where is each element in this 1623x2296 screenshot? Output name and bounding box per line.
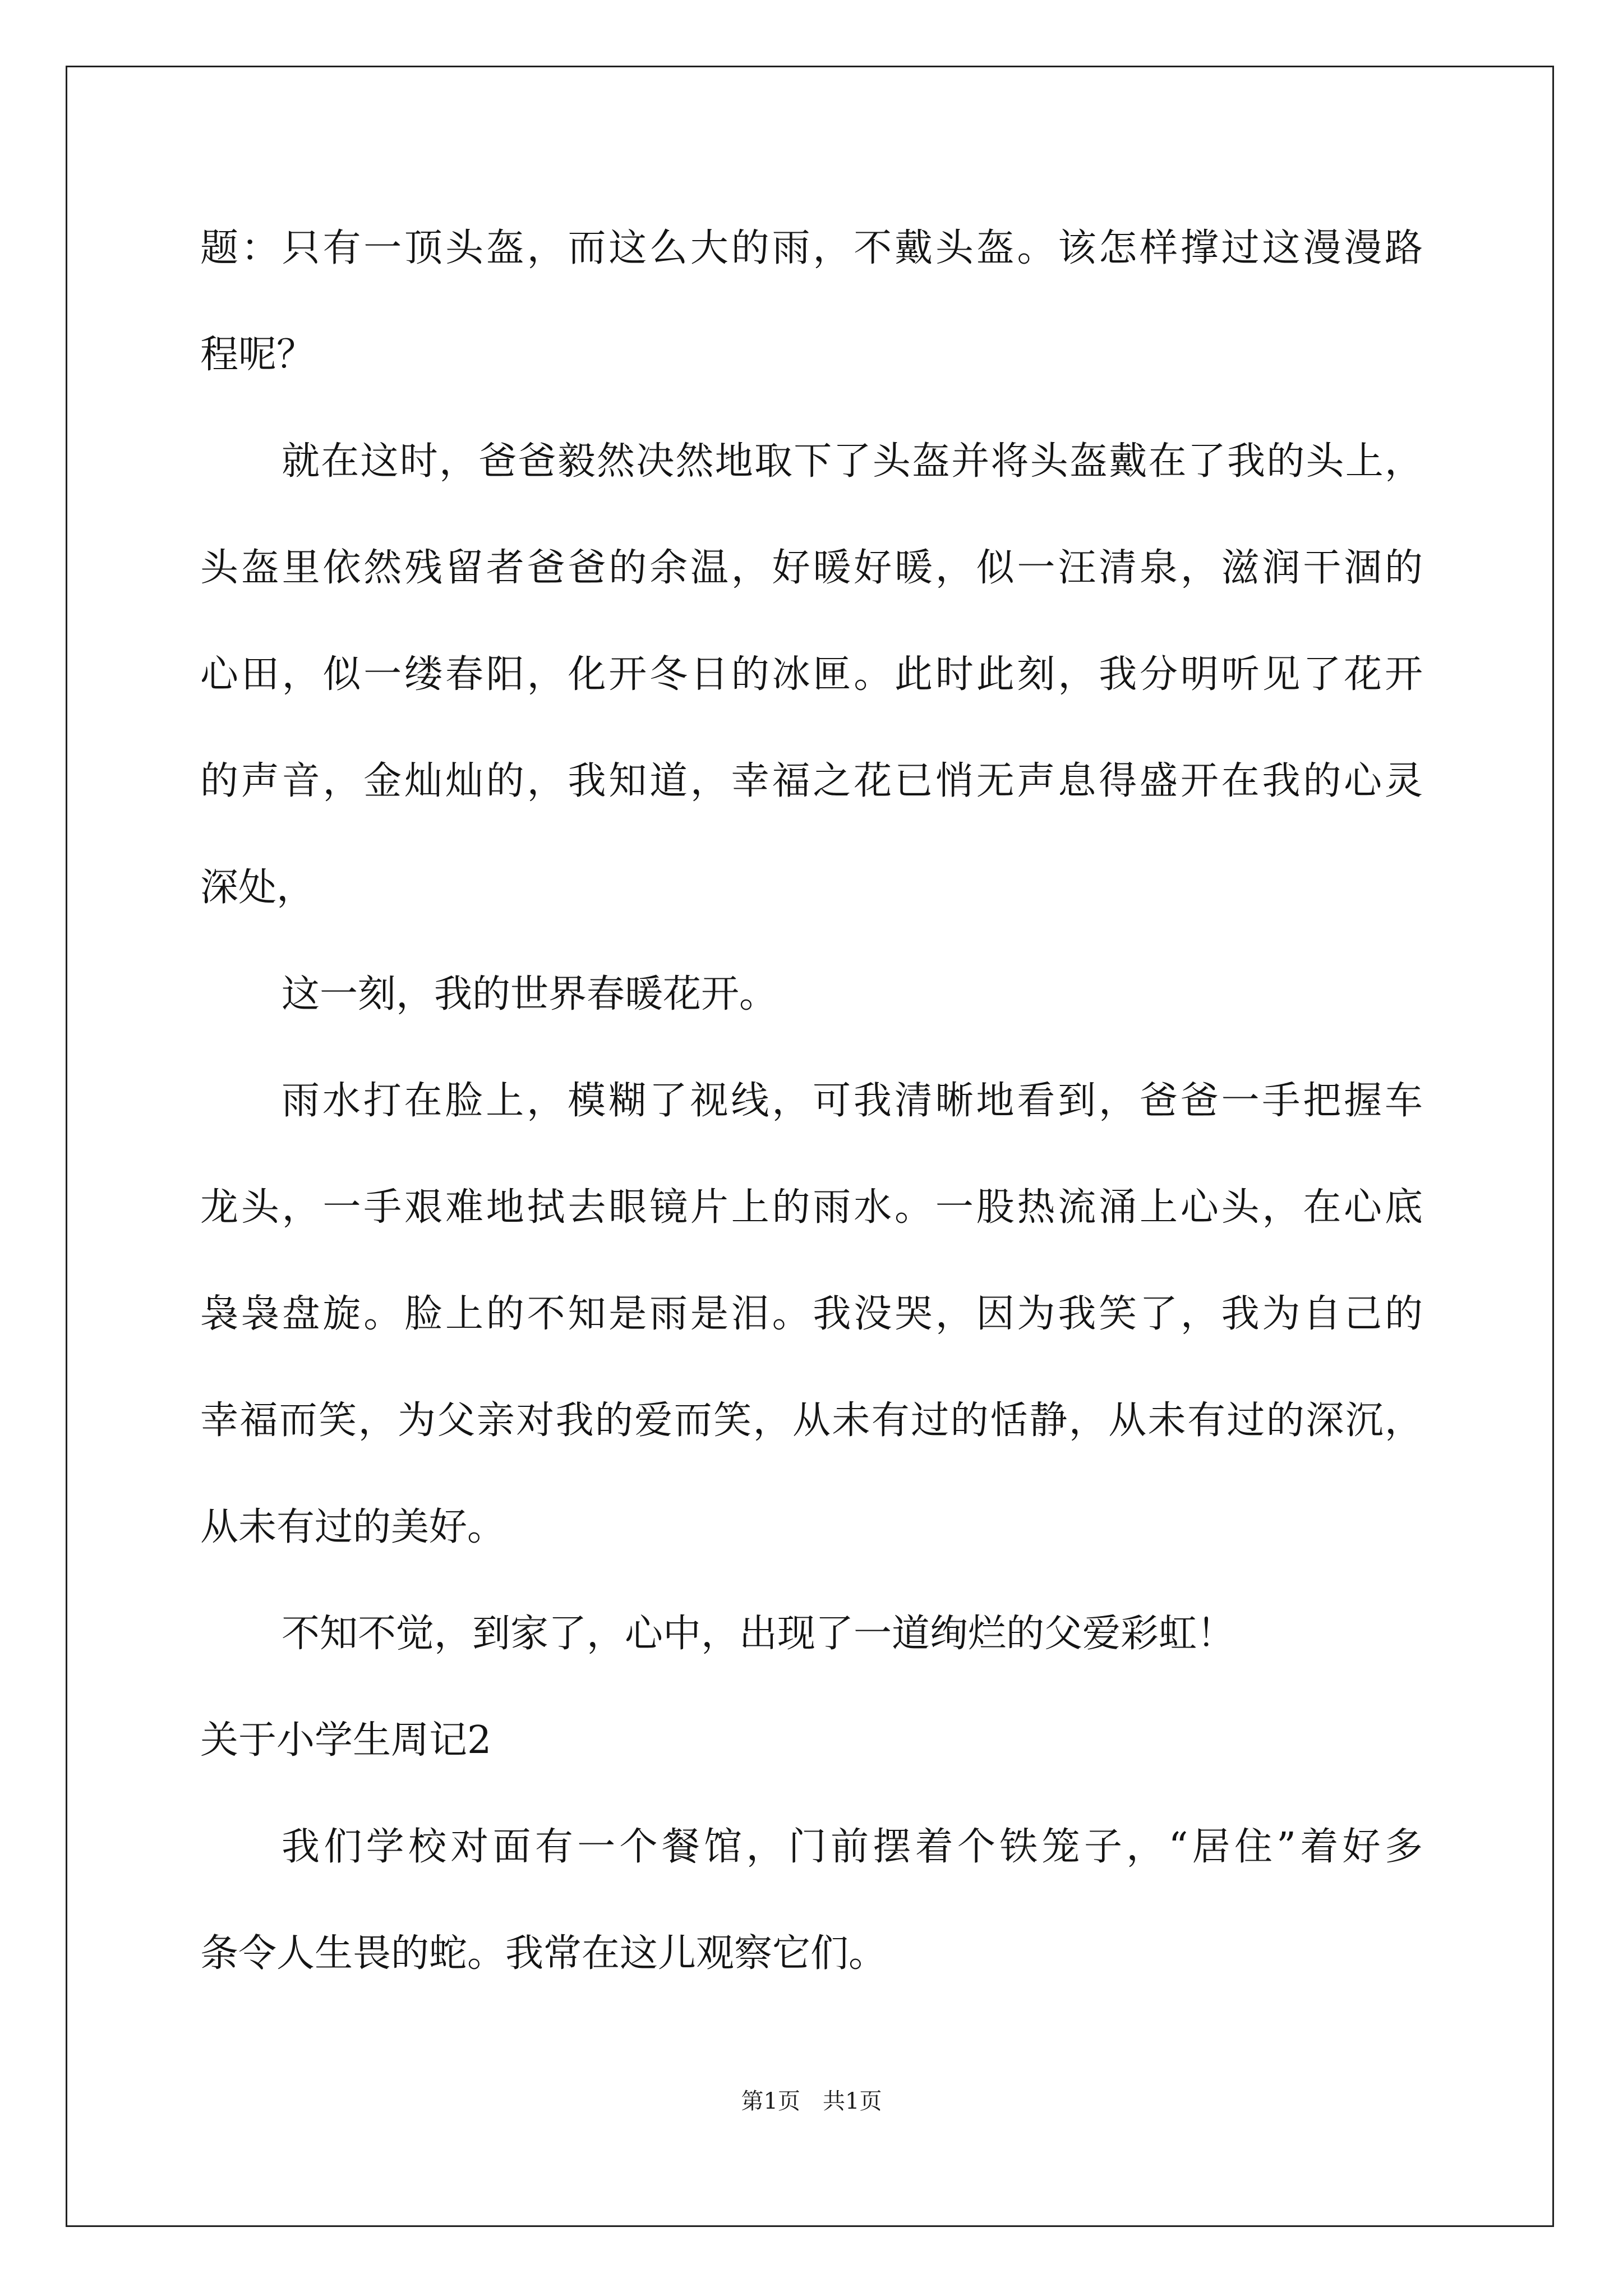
text-line: 的声音，金灿灿的，我知道，幸福之花已悄无声息得盛开在我的心灵	[200, 759, 1423, 803]
document-body	[200, 195, 1423, 2007]
paragraph	[200, 195, 1423, 408]
text-line: 雨水打在脸上，模糊了视线，可我清晰地看到，爸爸一手把握车	[282, 1079, 1423, 1123]
paragraph	[200, 1048, 1423, 1581]
paragraph	[200, 1581, 1423, 1687]
paragraph	[200, 408, 1423, 941]
page-footer: 第1页 共1页	[741, 2088, 882, 2114]
section-heading: 关于小学生周记2	[200, 1718, 492, 1763]
text-line: 从未有过的美好。	[200, 1505, 506, 1549]
text-line: 不知不觉，到家了，心中，出现了一道绚烂的父爱彩虹！	[282, 1612, 1235, 1656]
text-line: 我们学校对面有一个餐馆，门前摆着个铁笼子，“居住”着好多	[282, 1825, 1423, 1869]
paragraph	[200, 1794, 1423, 2007]
text-line: 这一刻，我的世界春暖花开。	[282, 972, 778, 1016]
text-line: 条令人生畏的蛇。我常在这儿观察它们。	[200, 1931, 887, 1976]
text-line: 深处，	[200, 866, 315, 910]
paragraph	[200, 941, 1423, 1048]
text-line: 袅袅盘旋。脸上的不知是雨是泪。我没哭，因为我笑了，我为自己的	[200, 1292, 1423, 1336]
text-line: 幸福而笑，为父亲对我的爱而笑，从未有过的恬静，从未有过的深沉，	[200, 1398, 1423, 1443]
text-line: 题：只有一顶头盔，而这么大的雨，不戴头盔。该怎样撑过这漫漫路	[200, 226, 1423, 270]
text-line: 就在这时，爸爸毅然决然地取下了头盔并将头盔戴在了我的头上，	[282, 439, 1423, 484]
text-line: 程呢？	[200, 333, 315, 377]
text-line: 心田，似一缕春阳，化开冬日的冰匣。此时此刻，我分明听见了花开	[200, 652, 1423, 697]
text-line: 头盔里依然残留者爸爸的余温，好暖好暖，似一汪清泉，滋润干涸的	[200, 546, 1423, 590]
text-line: 龙头，一手艰难地拭去眼镜片上的雨水。一股热流涌上心头，在心底	[200, 1185, 1423, 1230]
